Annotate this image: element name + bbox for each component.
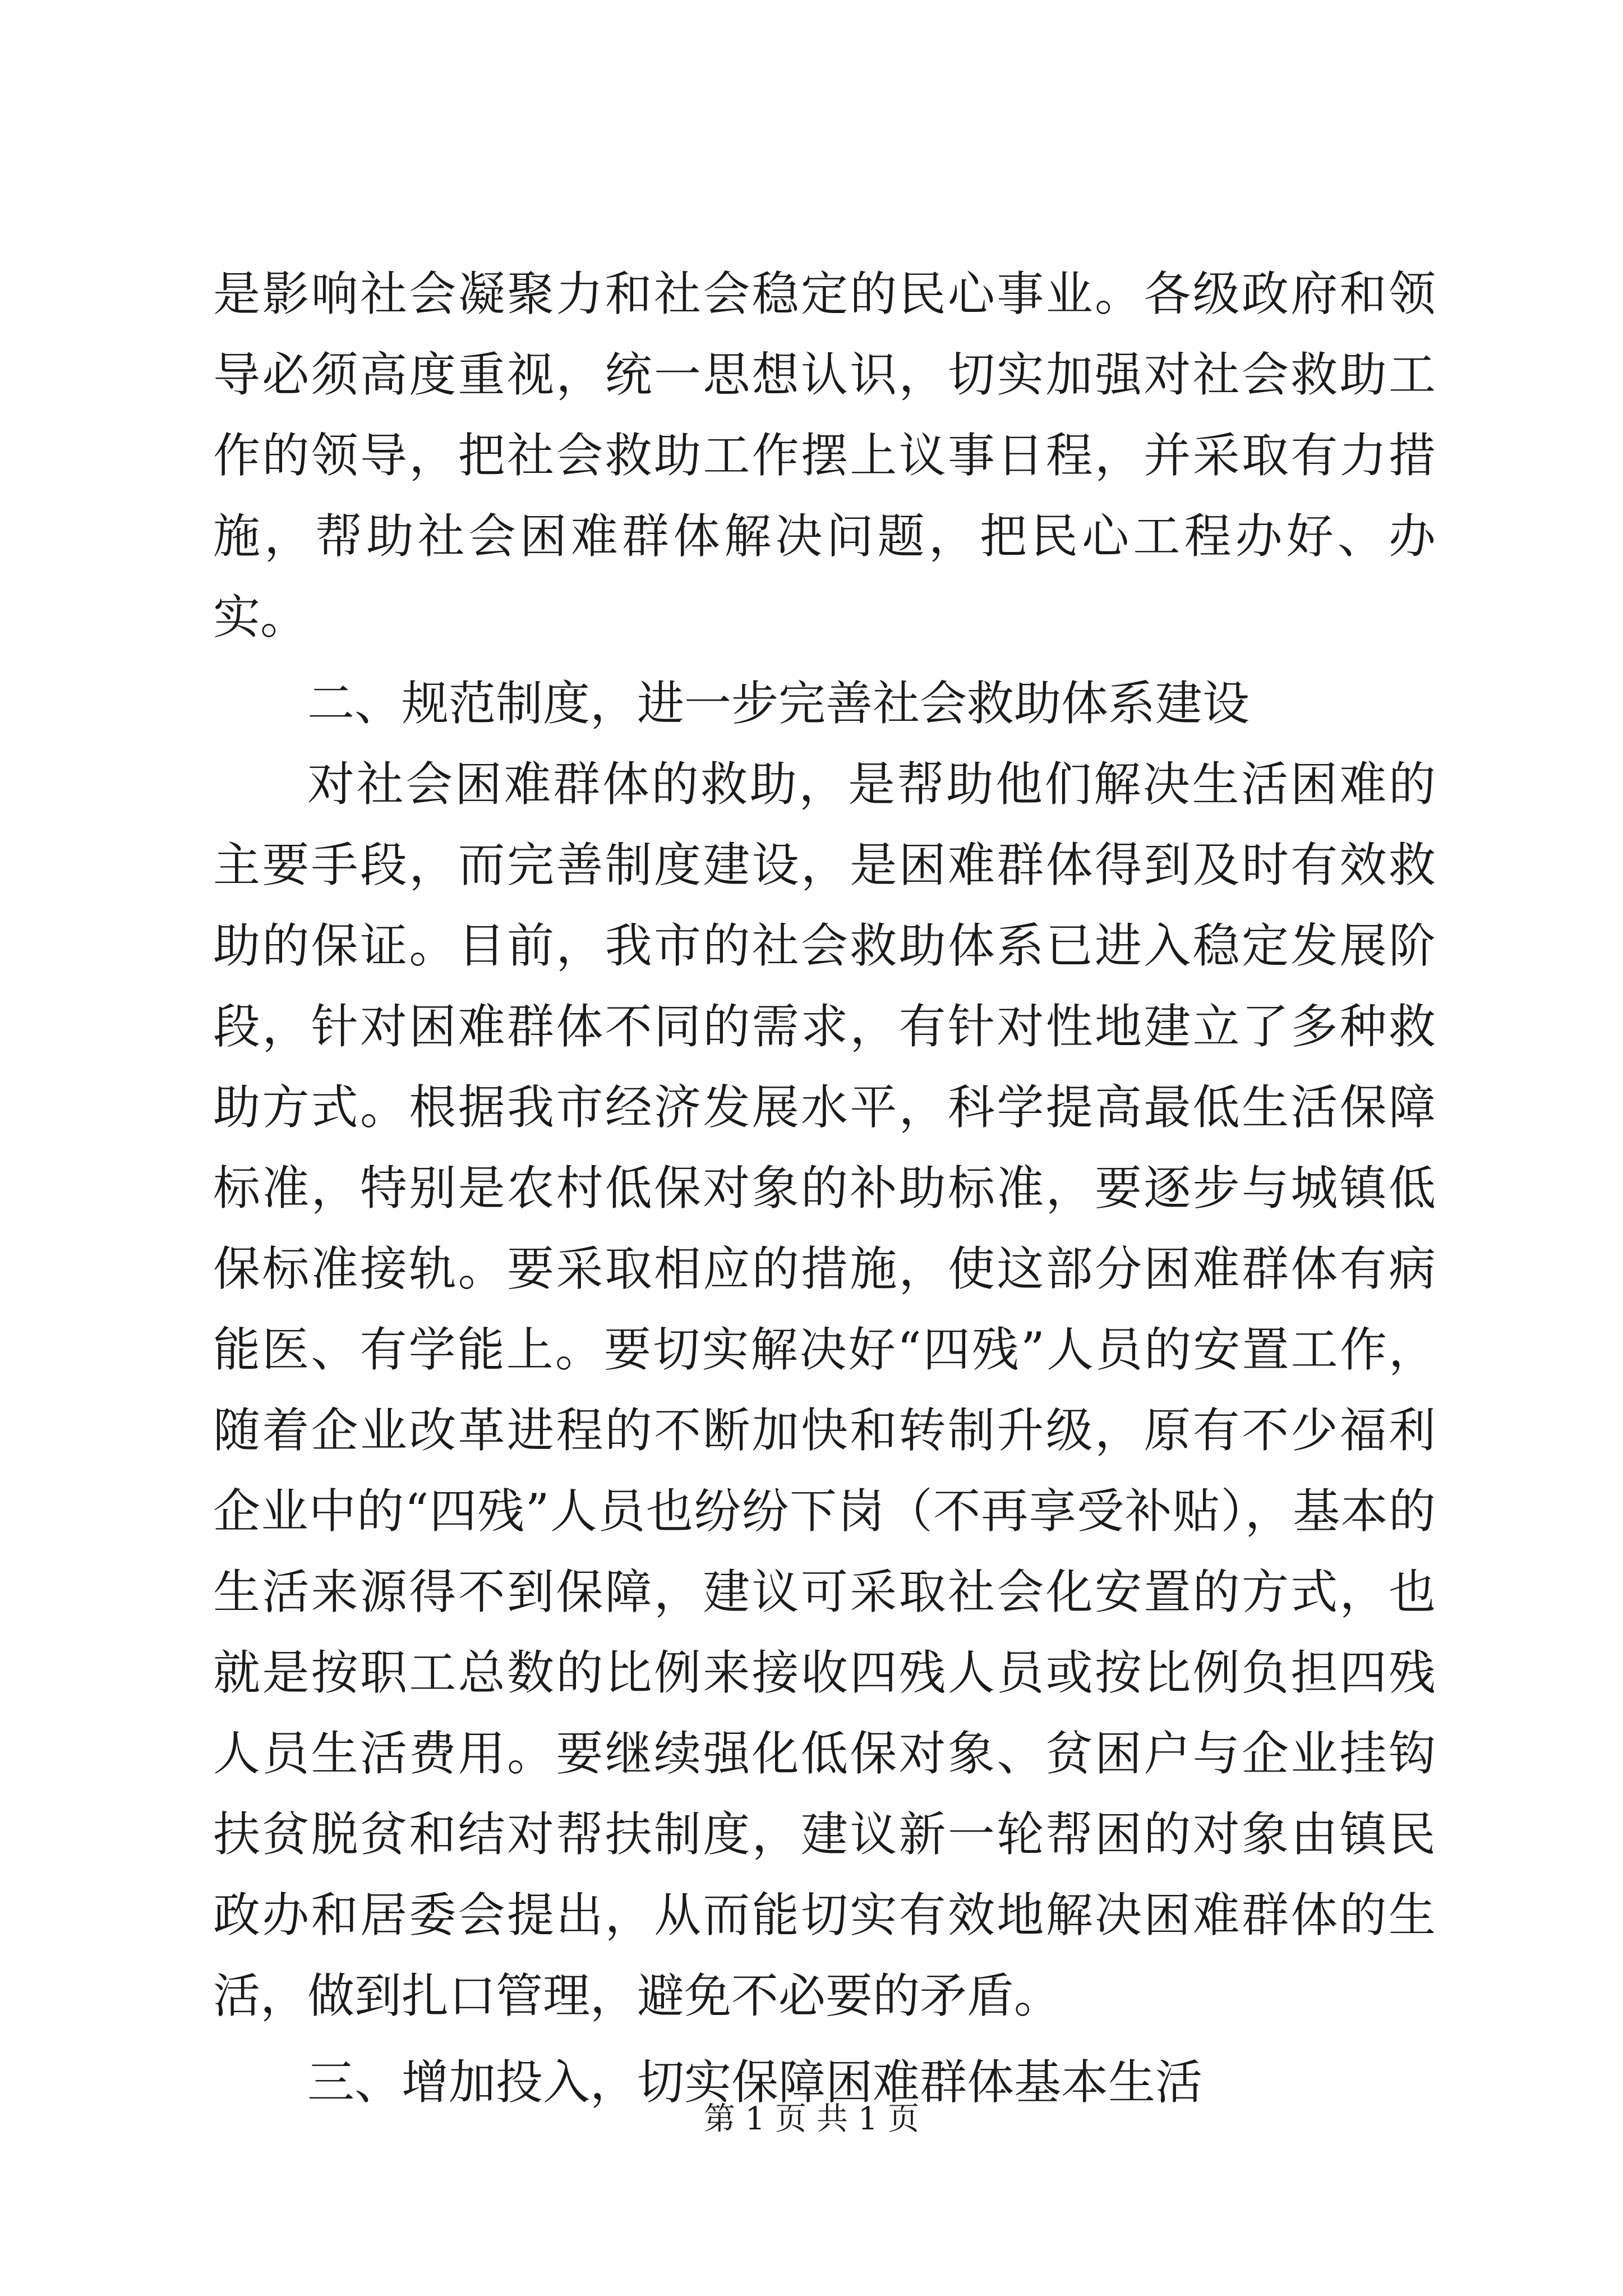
section-heading-2: 二、规范制度，进一步完善社会救助体系建设 xyxy=(307,676,1250,731)
paragraph-continued: 是影响社会凝聚力和社会稳定的民心事业。各级政府和领导必须高度重视，统一思想认识，切实加强对社会救助工作的领导，把社会救助工作摆上议事日程，并采取有力措施，帮助社会困难群体解决问题，把民心工程办好、办实。 xyxy=(213,266,1436,645)
document-body xyxy=(213,254,1436,2123)
paragraph-section-2: 对社会困难群体的救助，是帮助他们解决生活困难的主要手段，而完善制度建设，是困难群体得到及时有效救助的保证。目前，我市的社会救助体系已进入稳定发展阶段，针对困难群体不同的需求，有针对性地建立了多种救助方式。根据我市经济发展水平，科学提高最低生活保障标准，特别是农村低保对象的补助标准，要逐步与城镇低保标准接轨。要采取相应的措施，使这部分困难群体有病能医、有学能上。要切实解决好“四残”人员的安置工作，随着企业改革进程的不断加快和转制升级，原有不少福利企业中的“四残”人员也纷纷下岗（不再享受补贴），基本的生活来源得不到保障，建议可采取社会化安置的方式，也就是按职工总数的比例来接收四残人员或按比例负担四残人员生活费用。要继续强化低保对象、贫困户与企业挂钩扶贫脱贫和结对帮扶制度，建议新一轮帮困的对象由镇民政办和居委会提出，从而能切实有效地解决困难群体的生活，做到扎口管理，避免不必要的矛盾。 xyxy=(213,757,1436,2023)
page-footer: 第 1 页 共 1 页 xyxy=(703,2101,920,2137)
section-heading-3: 三、增加投入，切实保障困难群体基本生活 xyxy=(307,2055,1203,2110)
